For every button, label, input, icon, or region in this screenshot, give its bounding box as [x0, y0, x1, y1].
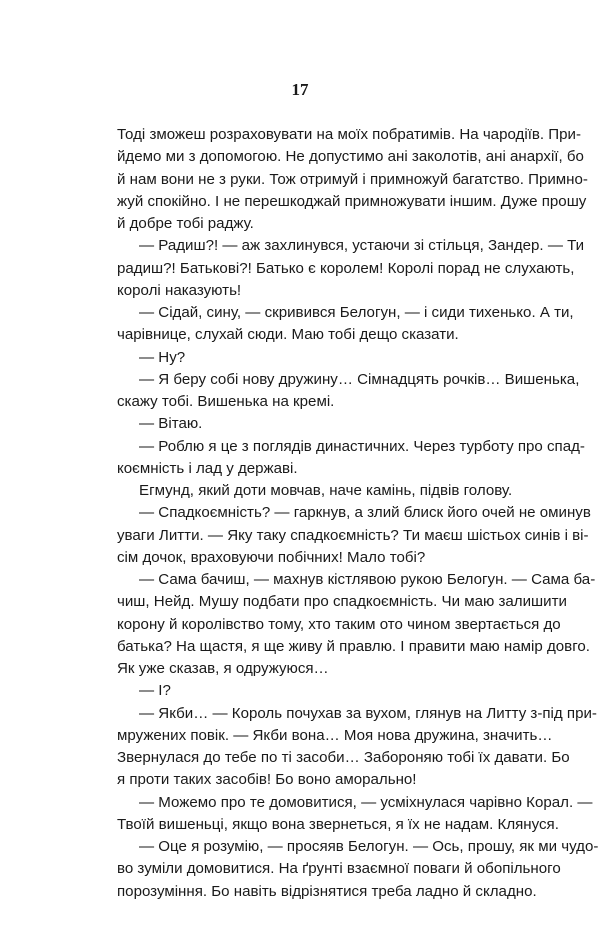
text-line: — Вітаю. [139, 415, 203, 433]
text-line: — Радиш?! — аж захлинувся, устаючи зі стільця, Зандер. — Ти [139, 237, 585, 255]
text-line: йдемо ми з допомогою. Не допустимо ані заколотів, ані анархії, бо [117, 148, 584, 166]
text-line: — Я беру собі нову дружину… Сімнадцять рочків… Вишенька, [139, 370, 580, 388]
text-line: — Ну? [139, 348, 186, 366]
page-number: 17 [291, 80, 309, 99]
text-line: мружених повік. — Якби вона… Моя нова дружина, значить… [117, 726, 553, 744]
text-line: корону й королівство тому, хто таким ото чином звертається до [117, 615, 561, 633]
text-line: й добре тобі раджу. [117, 215, 254, 232]
text-line: Тоді зможеш розраховувати на моїх побратимів. На чародіїв. При- [117, 126, 581, 143]
text-line: порозуміння. Бо навіть відрізнятися треба ладно й складно. [117, 882, 537, 900]
text-line: во зуміли домовитися. На ґрунті взаємної поваги й обопільного [117, 860, 561, 878]
text-line: — Можемо про те домовитися, — усміхнулася чарівно Корал. — [139, 793, 593, 811]
text-line: жуй спокійно. І не перешкоджай примножувати іншим. Дуже прошу [117, 192, 587, 210]
text-line: — Оце я розумію, — просяяв Белогун. — Ось, прошу, як ми чудо- [139, 838, 599, 855]
text-line: чарівнице, слухай сюди. Маю тобі дещо сказати. [117, 326, 459, 344]
text-line: королі наказують! [117, 281, 242, 299]
text-line: — Сама бачиш, — махнув кістлявою рукою Белогун. — Сама ба- [139, 571, 596, 588]
text-line: — І? [139, 682, 171, 700]
text-line: — Якби… — Король почухав за вухом, глянув на Литту з-під при- [139, 704, 597, 722]
text-line: коємність і лад у державі. [117, 459, 298, 477]
text-line: Звернулася до тебе по ті засоби… Забороняю тобі їх давати. Бо [117, 749, 570, 766]
text-line: чиш, Нейд. Мушу подбати про спадкоємність. Чи маю залишити [117, 593, 567, 611]
text-line: скажу тобі. Вишенька на кремі. [117, 393, 335, 410]
text-line: батька? На щастя, я ще живу й правлю. І правити маю намір довго. [117, 637, 590, 655]
text-line: — Сідай, сину, — скривився Белогун, — і сиди тихенько. А ти, [139, 304, 574, 321]
text-line: Твоїй вишеньці, якщо вона звернеться, я їх не надам. Клянуся. [117, 815, 559, 833]
text-line: — Спадкоємність? — гаркнув, а злий блиск його очей не оминув [139, 504, 591, 522]
text-line: я проти таких засобів! Бо воно аморально! [117, 771, 417, 789]
text-line: уваги Литти. — Яку таку спадкоємність? Ти маєш шістьох синів і ві- [117, 526, 589, 544]
body-text [117, 124, 599, 903]
text-line: — Роблю я це з поглядів династичних. Через турботу про спад- [139, 437, 585, 455]
text-line: й нам вони не з руки. Тож отримуй і примножуй багатство. Примно- [117, 170, 588, 188]
text-line: Егмунд, який доти мовчав, наче камінь, підвів голову. [139, 482, 513, 499]
text-line: Як уже сказав, я одружуюся… [117, 660, 329, 677]
text-line: радиш?! Батькові?! Батько є королем! Королі порад не слухають, [117, 259, 575, 277]
text-line: сім дочок, враховуючи побічних! Мало тобі? [117, 548, 426, 566]
